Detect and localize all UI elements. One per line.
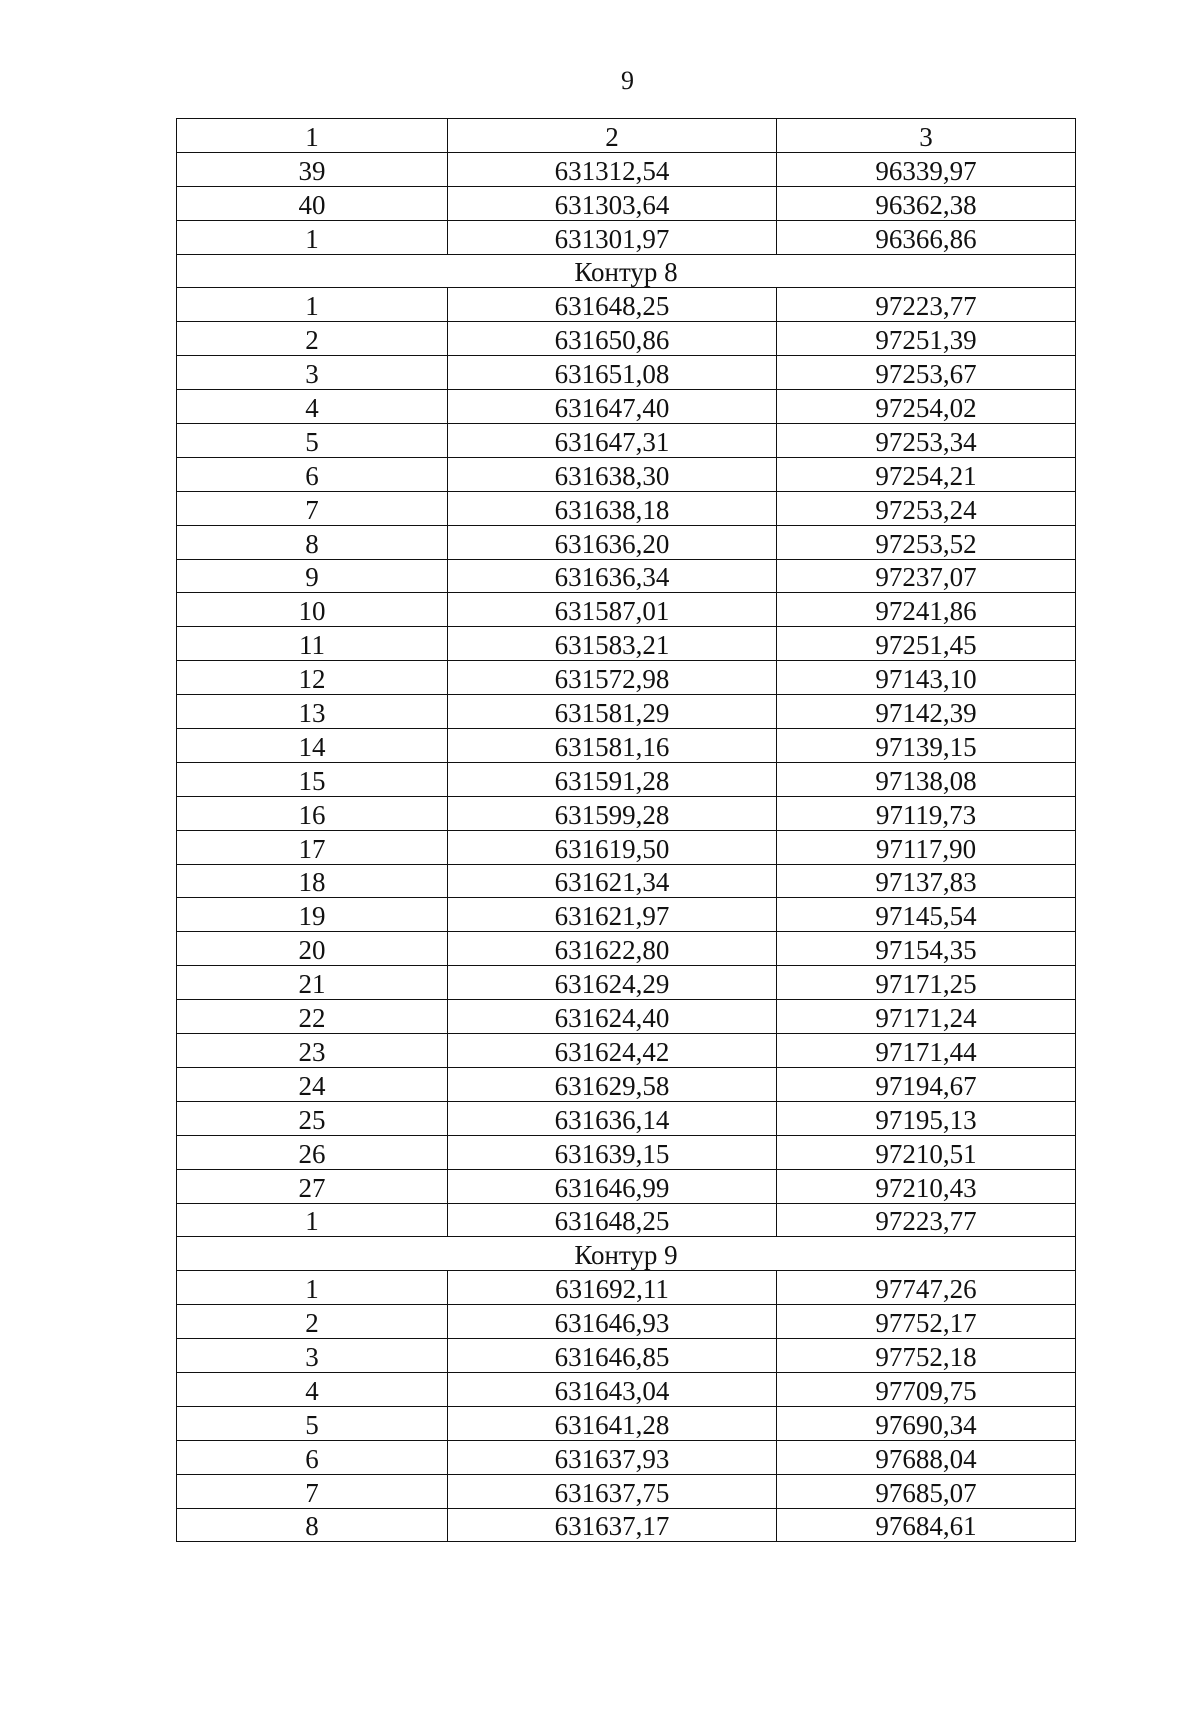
y-coordinate-cell: 97171,44: [777, 1034, 1076, 1068]
table-row: [177, 1034, 1076, 1068]
x-coordinate-cell: 631638,18: [448, 491, 777, 525]
y-coordinate-cell: 97223,77: [777, 1203, 1076, 1237]
point-number-cell: 1: [177, 1271, 448, 1305]
y-coordinate-cell: 97251,39: [777, 322, 1076, 356]
point-number-cell: 21: [177, 966, 448, 1000]
x-coordinate-cell: 631692,11: [448, 1271, 777, 1305]
x-coordinate-cell: 631312,54: [448, 152, 777, 186]
y-coordinate-cell: 97119,73: [777, 796, 1076, 830]
section-title: Контур 9: [177, 1237, 1076, 1271]
table-row: [177, 1305, 1076, 1339]
point-number-cell: 3: [177, 356, 448, 390]
point-number-cell: 4: [177, 1372, 448, 1406]
x-coordinate-cell: 631637,75: [448, 1474, 777, 1508]
table-header-row: [177, 119, 1076, 153]
x-coordinate-cell: 631643,04: [448, 1372, 777, 1406]
table-row: [177, 898, 1076, 932]
x-coordinate-cell: 631647,40: [448, 390, 777, 424]
table-row: [177, 1474, 1076, 1508]
table-row: [177, 1406, 1076, 1440]
point-number-cell: 6: [177, 457, 448, 491]
point-number-cell: 17: [177, 830, 448, 864]
point-number-cell: 4: [177, 390, 448, 424]
point-number-cell: 16: [177, 796, 448, 830]
x-coordinate-cell: 631647,31: [448, 424, 777, 458]
y-coordinate-cell: 97142,39: [777, 695, 1076, 729]
point-number-cell: 6: [177, 1440, 448, 1474]
table-row: [177, 1135, 1076, 1169]
x-coordinate-cell: 631636,14: [448, 1101, 777, 1135]
point-number-cell: 18: [177, 864, 448, 898]
x-coordinate-cell: 631572,98: [448, 661, 777, 695]
y-coordinate-cell: 97684,61: [777, 1508, 1076, 1542]
y-coordinate-cell: 97709,75: [777, 1372, 1076, 1406]
point-number-cell: 1: [177, 288, 448, 322]
table-row: [177, 390, 1076, 424]
table-row: [177, 525, 1076, 559]
point-number-cell: 5: [177, 1406, 448, 1440]
table-row: [177, 864, 1076, 898]
x-coordinate-cell: 631621,34: [448, 864, 777, 898]
table-row: [177, 1440, 1076, 1474]
x-coordinate-cell: 631622,80: [448, 932, 777, 966]
table-row: [177, 1339, 1076, 1373]
point-number-cell: 39: [177, 152, 448, 186]
point-number-cell: 15: [177, 762, 448, 796]
point-number-cell: 10: [177, 593, 448, 627]
table-row: [177, 1169, 1076, 1203]
point-number-cell: 3: [177, 1339, 448, 1373]
y-coordinate-cell: 97145,54: [777, 898, 1076, 932]
y-coordinate-cell: 97752,18: [777, 1339, 1076, 1373]
x-coordinate-cell: 631587,01: [448, 593, 777, 627]
x-coordinate-cell: 631648,25: [448, 288, 777, 322]
header-cell-point-number: 1: [177, 119, 448, 153]
table-row: [177, 152, 1076, 186]
point-number-cell: 9: [177, 559, 448, 593]
x-coordinate-cell: 631599,28: [448, 796, 777, 830]
y-coordinate-cell: 97747,26: [777, 1271, 1076, 1305]
x-coordinate-cell: 631581,29: [448, 695, 777, 729]
y-coordinate-cell: 97139,15: [777, 729, 1076, 763]
point-number-cell: 22: [177, 1000, 448, 1034]
x-coordinate-cell: 631646,99: [448, 1169, 777, 1203]
point-number-cell: 12: [177, 661, 448, 695]
table-row: [177, 1067, 1076, 1101]
table-row: [177, 1203, 1076, 1237]
page-number: 9: [621, 66, 634, 95]
point-number-cell: 7: [177, 491, 448, 525]
table-row: [177, 457, 1076, 491]
y-coordinate-cell: 97685,07: [777, 1474, 1076, 1508]
y-coordinate-cell: 97251,45: [777, 627, 1076, 661]
table-row: [177, 1101, 1076, 1135]
x-coordinate-cell: 631619,50: [448, 830, 777, 864]
y-coordinate-cell: 97138,08: [777, 762, 1076, 796]
y-coordinate-cell: 97752,17: [777, 1305, 1076, 1339]
point-number-cell: 8: [177, 1508, 448, 1542]
y-coordinate-cell: 97253,34: [777, 424, 1076, 458]
point-number-cell: 13: [177, 695, 448, 729]
point-number-cell: 14: [177, 729, 448, 763]
x-coordinate-cell: 631581,16: [448, 729, 777, 763]
table-row: [177, 424, 1076, 458]
x-coordinate-cell: 631651,08: [448, 356, 777, 390]
y-coordinate-cell: 97254,21: [777, 457, 1076, 491]
x-coordinate-cell: 631639,15: [448, 1135, 777, 1169]
table-row: [177, 1000, 1076, 1034]
x-coordinate-cell: 631636,20: [448, 525, 777, 559]
x-coordinate-cell: 631650,86: [448, 322, 777, 356]
y-coordinate-cell: 97690,34: [777, 1406, 1076, 1440]
point-number-cell: 1: [177, 220, 448, 254]
point-number-cell: 8: [177, 525, 448, 559]
x-coordinate-cell: 631638,30: [448, 457, 777, 491]
y-coordinate-cell: 97171,24: [777, 1000, 1076, 1034]
table-row: [177, 796, 1076, 830]
table-row: [177, 322, 1076, 356]
y-coordinate-cell: 97143,10: [777, 661, 1076, 695]
table-row: [177, 288, 1076, 322]
section-header-row: [177, 1237, 1076, 1271]
section-title: Контур 8: [177, 254, 1076, 288]
table-row: [177, 1271, 1076, 1305]
y-coordinate-cell: 97253,67: [777, 356, 1076, 390]
table-row: [177, 762, 1076, 796]
x-coordinate-cell: 631648,25: [448, 1203, 777, 1237]
x-coordinate-cell: 631629,58: [448, 1067, 777, 1101]
x-coordinate-cell: 631636,34: [448, 559, 777, 593]
y-coordinate-cell: 97210,51: [777, 1135, 1076, 1169]
y-coordinate-cell: 96366,86: [777, 220, 1076, 254]
table-row: [177, 1372, 1076, 1406]
x-coordinate-cell: 631646,93: [448, 1305, 777, 1339]
point-number-cell: 20: [177, 932, 448, 966]
point-number-cell: 27: [177, 1169, 448, 1203]
x-coordinate-cell: 631301,97: [448, 220, 777, 254]
point-number-cell: 5: [177, 424, 448, 458]
point-number-cell: 2: [177, 1305, 448, 1339]
x-coordinate-cell: 631646,85: [448, 1339, 777, 1373]
x-coordinate-cell: 631303,64: [448, 186, 777, 220]
y-coordinate-cell: 97223,77: [777, 288, 1076, 322]
point-number-cell: 23: [177, 1034, 448, 1068]
y-coordinate-cell: 97194,67: [777, 1067, 1076, 1101]
table-row: [177, 627, 1076, 661]
table-row: [177, 559, 1076, 593]
x-coordinate-cell: 631621,97: [448, 898, 777, 932]
y-coordinate-cell: 97137,83: [777, 864, 1076, 898]
x-coordinate-cell: 631624,29: [448, 966, 777, 1000]
point-number-cell: 2: [177, 322, 448, 356]
x-coordinate-cell: 631637,93: [448, 1440, 777, 1474]
y-coordinate-cell: 97171,25: [777, 966, 1076, 1000]
header-cell-y: 3: [777, 119, 1076, 153]
point-number-cell: 25: [177, 1101, 448, 1135]
coordinates-table-body: [177, 119, 1076, 1542]
y-coordinate-cell: 97688,04: [777, 1440, 1076, 1474]
y-coordinate-cell: 97210,43: [777, 1169, 1076, 1203]
table-row: [177, 830, 1076, 864]
point-number-cell: 7: [177, 1474, 448, 1508]
table-row: [177, 932, 1076, 966]
x-coordinate-cell: 631591,28: [448, 762, 777, 796]
table-row: [177, 491, 1076, 525]
y-coordinate-cell: 97237,07: [777, 559, 1076, 593]
table-row: [177, 661, 1076, 695]
table-row: [177, 1508, 1076, 1542]
point-number-cell: 1: [177, 1203, 448, 1237]
x-coordinate-cell: 631583,21: [448, 627, 777, 661]
table-row: [177, 220, 1076, 254]
point-number-cell: 26: [177, 1135, 448, 1169]
x-coordinate-cell: 631624,42: [448, 1034, 777, 1068]
table-row: [177, 356, 1076, 390]
y-coordinate-cell: 97253,52: [777, 525, 1076, 559]
x-coordinate-cell: 631637,17: [448, 1508, 777, 1542]
x-coordinate-cell: 631624,40: [448, 1000, 777, 1034]
y-coordinate-cell: 97117,90: [777, 830, 1076, 864]
y-coordinate-cell: 97253,24: [777, 491, 1076, 525]
header-cell-x: 2: [448, 119, 777, 153]
y-coordinate-cell: 97154,35: [777, 932, 1076, 966]
point-number-cell: 24: [177, 1067, 448, 1101]
y-coordinate-cell: 97195,13: [777, 1101, 1076, 1135]
table-row: [177, 593, 1076, 627]
y-coordinate-cell: 96339,97: [777, 152, 1076, 186]
point-number-cell: 40: [177, 186, 448, 220]
table-row: [177, 186, 1076, 220]
table-row: [177, 966, 1076, 1000]
point-number-cell: 11: [177, 627, 448, 661]
point-number-cell: 19: [177, 898, 448, 932]
y-coordinate-cell: 96362,38: [777, 186, 1076, 220]
table-row: [177, 729, 1076, 763]
table-row: [177, 695, 1076, 729]
y-coordinate-cell: 97254,02: [777, 390, 1076, 424]
y-coordinate-cell: 97241,86: [777, 593, 1076, 627]
section-header-row: [177, 254, 1076, 288]
coordinates-table: [176, 118, 1076, 1542]
x-coordinate-cell: 631641,28: [448, 1406, 777, 1440]
